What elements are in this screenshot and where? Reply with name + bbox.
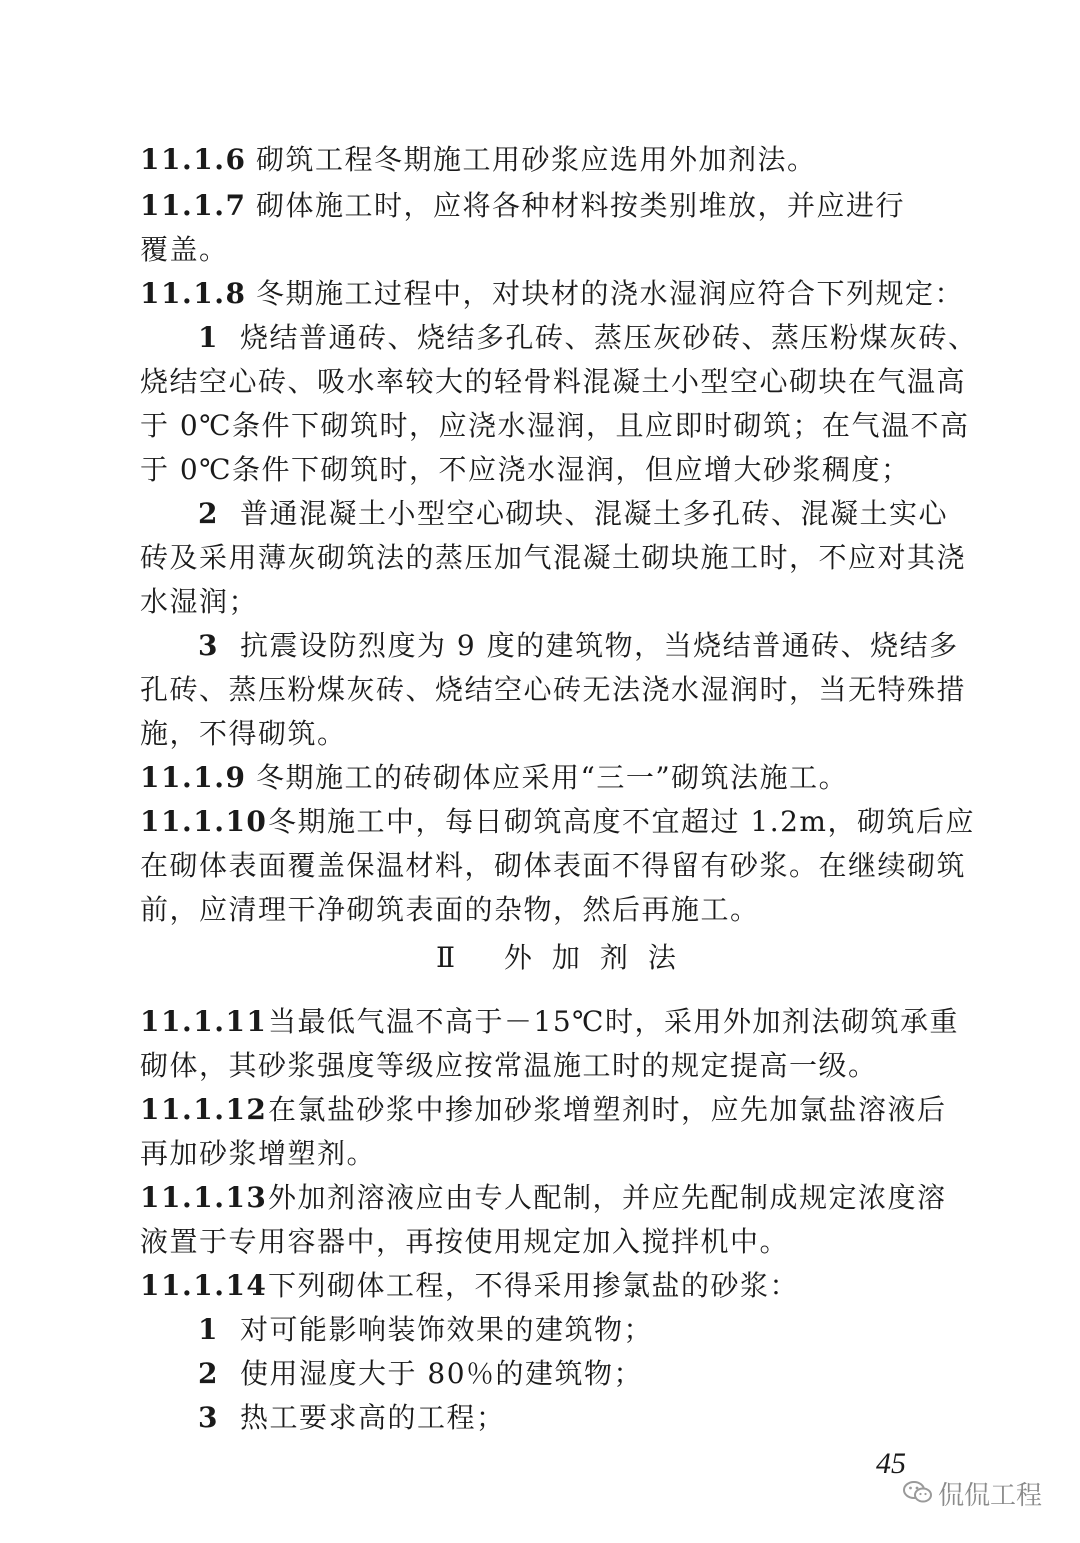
clause-11-1-9 <box>0 756 1080 800</box>
clause-text: 冬期施工过程中，对块材的浇水湿润应符合下列规定： <box>256 277 965 310</box>
clause-text: 液置于专用容器中，再按使用规定加入搅拌机中。 <box>140 1225 790 1258</box>
clause-11-1-7-continuation <box>0 228 1080 272</box>
page-number: 45 <box>876 1447 906 1480</box>
clause-text: 在砌体表面覆盖保温材料，砌体表面不得留有砂浆。在继续砌筑 <box>140 849 967 882</box>
clause-text: 下列砌体工程，不得采用掺氯盐的砂浆： <box>268 1269 800 1302</box>
item-text: 热工要求高的工程； <box>240 1401 506 1434</box>
clause-11-1-14 <box>0 1264 1080 1308</box>
list-item-line <box>0 668 1080 712</box>
clause-number: 11.1.9 <box>140 761 247 794</box>
clause-text: 冬期施工中，每日砌筑高度不宜超过 1.2m，砌筑后应 <box>268 805 975 838</box>
item-text: 砖及采用薄灰砌筑法的蒸压加气混凝土砌块施工时，不应对其浇 <box>140 541 967 574</box>
clause-number: 11.1.7 <box>140 189 247 222</box>
list-item-line <box>0 448 1080 492</box>
clause-number: 11.1.8 <box>140 277 247 310</box>
clause-number: 11.1.12 <box>140 1093 268 1126</box>
clause-number: 11.1.14 <box>140 1269 268 1302</box>
clause-text: 再加砂浆增塑剂。 <box>140 1137 377 1170</box>
clause-text: 外加剂溶液应由专人配制，并应先配制成规定浓度溶 <box>268 1181 947 1214</box>
list-item-2 <box>0 1352 1080 1396</box>
watermark <box>902 1476 1042 1516</box>
list-item-3 <box>0 624 1080 668</box>
clause-text: 前，应清理干净砌筑表面的杂物，然后再施工。 <box>140 893 760 926</box>
item-text: 水湿润； <box>140 585 259 618</box>
item-text: 施，不得砌筑。 <box>140 717 347 750</box>
clause-continuation <box>0 1132 1080 1176</box>
clause-number: 11.1.13 <box>140 1181 268 1214</box>
item-text: 普通混凝土小型空心砌块、混凝土多孔砖、混凝土实心 <box>240 497 949 530</box>
item-text: 对可能影响装饰效果的建筑物； <box>240 1313 654 1346</box>
item-text: 烧结空心砖、吸水率较大的轻骨料混凝土小型空心砌块在气温高 <box>140 365 967 398</box>
item-number: 2 <box>198 497 219 530</box>
clause-11-1-10 <box>0 800 1080 844</box>
clause-11-1-7 <box>0 184 1080 228</box>
item-text: 使用湿度大于 80％的建筑物； <box>240 1357 644 1390</box>
clause-text: 当最低气温不高于－15℃时，采用外加剂法砌筑承重 <box>268 1005 959 1038</box>
clause-text: 在氯盐砂浆中掺加砂浆增塑剂时，应先加氯盐溶液后 <box>268 1093 947 1126</box>
clause-number: 11.1.6 <box>140 143 247 176</box>
list-item-1 <box>0 316 1080 360</box>
item-number: 1 <box>198 1313 219 1346</box>
list-item-2 <box>0 492 1080 536</box>
section-heading: Ⅱ 外加剂法 <box>436 941 696 974</box>
clause-text: 砌体施工时，应将各种材料按类别堆放，并应进行 <box>256 189 906 222</box>
clause-continuation <box>0 844 1080 888</box>
clause-text: 冬期施工的砖砌体应采用“三一”砌筑法施工。 <box>256 761 849 794</box>
clause-11-1-11 <box>0 1000 1080 1044</box>
clause-text: 砌体，其砂浆强度等级应按常温施工时的规定提高一级。 <box>140 1049 878 1082</box>
item-number: 2 <box>198 1357 219 1390</box>
clause-number: 11.1.10 <box>140 805 268 838</box>
watermark-text: 侃侃工程 <box>938 1481 1043 1511</box>
clause-11-1-8 <box>0 272 1080 316</box>
item-number: 3 <box>198 1401 219 1434</box>
item-number: 1 <box>198 321 219 354</box>
item-text: 烧结普通砖、烧结多孔砖、蒸压灰砂砖、蒸压粉煤灰砖、 <box>240 321 978 354</box>
clause-text: 砌筑工程冬期施工用砂浆应选用外加剂法。 <box>256 143 817 176</box>
item-text: 孔砖、蒸压粉煤灰砖、烧结空心砖无法浇水湿润时，当无特殊措 <box>140 673 967 706</box>
list-item-3 <box>0 1396 1080 1440</box>
list-item-line <box>0 404 1080 448</box>
item-number: 3 <box>198 629 219 662</box>
clause-text: 覆盖。 <box>140 233 229 266</box>
clause-11-1-12 <box>0 1088 1080 1132</box>
clause-continuation <box>0 1220 1080 1264</box>
list-item-1 <box>0 1308 1080 1352</box>
clause-continuation <box>0 888 1080 932</box>
list-item-line <box>0 360 1080 404</box>
item-text: 于 0℃条件下砌筑时，不应浇水湿润，但应增大砂浆稠度； <box>140 453 911 486</box>
clause-11-1-13 <box>0 1176 1080 1220</box>
clause-continuation <box>0 1044 1080 1088</box>
list-item-line <box>0 712 1080 756</box>
clause-11-1-6 <box>0 138 1080 182</box>
clause-number: 11.1.11 <box>140 1005 268 1038</box>
wechat-icon <box>902 1477 934 1517</box>
item-text: 抗震设防烈度为 9 度的建筑物，当烧结普通砖、烧结多 <box>240 629 959 662</box>
list-item-line <box>0 536 1080 580</box>
item-text: 于 0℃条件下砌筑时，应浇水湿润，且应即时砌筑；在气温不高 <box>140 409 970 442</box>
list-item-line <box>0 580 1080 624</box>
